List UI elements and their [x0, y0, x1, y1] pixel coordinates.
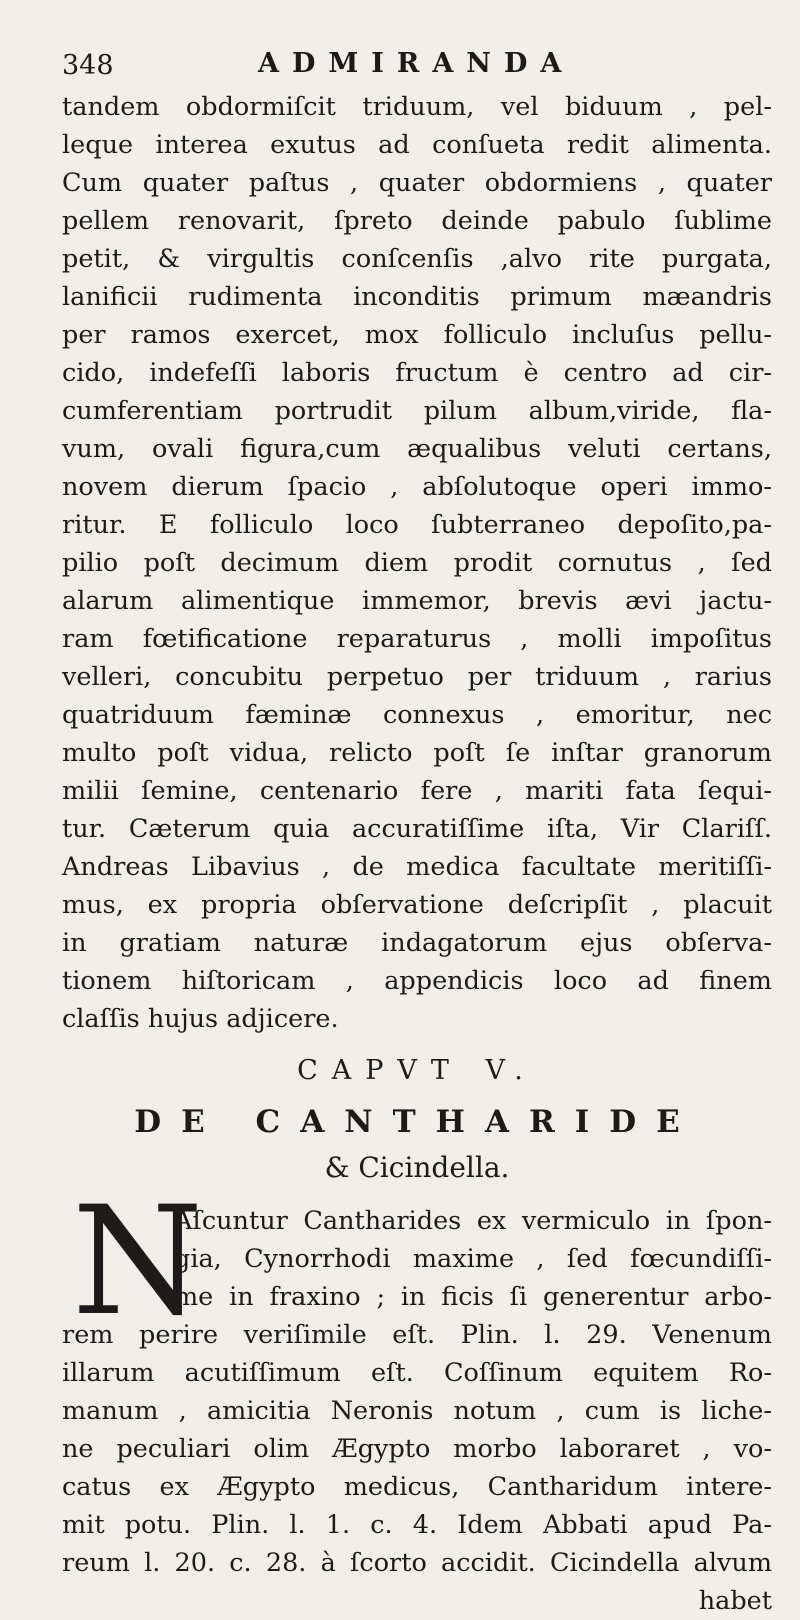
text-line: multo poſt vidua, relicto poſt ſe inſtar granorum: [62, 738, 772, 768]
running-head: ADMIRANDA: [258, 48, 575, 79]
text-line: ne peculiari olim Ægypto morbo laboraret , vo-: [62, 1434, 772, 1464]
page-header: [62, 46, 762, 90]
text-line: tur. Cæterum quia accuratiſſime iſta, Vir Clariſſ.: [62, 814, 772, 844]
text-line: illarum acutiſſimum eſt. Coſſinum equitem Ro-: [62, 1358, 772, 1388]
text-line: rem perire veriſimile eſt. Plin. l. 29. Venenum: [62, 1320, 772, 1350]
section-title: DE CANTHARIDE: [134, 1104, 700, 1140]
text-line: pellem renovarit, ſpreto deinde pabulo ſublime: [62, 206, 772, 236]
text-line: Cum quater paſtus , quater obdormiens , quater: [62, 168, 772, 198]
text-line: cumferentiam portrudit pilum album,viride, fla-: [62, 396, 772, 426]
text-line: tionem hiſtoricam , appendicis loco ad finem: [62, 966, 772, 996]
section-subtitle: & Cicindella.: [324, 1151, 510, 1184]
text-line: manum , amicitia Neronis notum , cum is liche-: [62, 1396, 772, 1426]
paragraph-cantharides: [62, 1175, 772, 1620]
drop-cap-initial: N: [72, 1175, 204, 1349]
text-line: novem dierum ſpacio , abſolutoque operi immo-: [62, 472, 772, 502]
text-line: milii ſemine, centenario fere , mariti fata ſequi-: [62, 776, 772, 806]
text-line: in gratiam naturæ indagatorum ejus obſerva-: [62, 928, 772, 958]
text-line: reum l. 20. c. 28. à ſcorto accidit. Cicindella alvum: [62, 1548, 772, 1578]
paragraph-continuation: [62, 88, 772, 1038]
text-line: tandem obdormiſcit triduum, vel biduum , pel-: [62, 92, 772, 122]
text-line: per ramos exercet, mox folliculo incluſus pellu-: [62, 320, 772, 350]
chapter-heading: CAPVT V.: [297, 1055, 537, 1086]
text-line: quatriduum fæminæ connexus , emoritur, nec: [62, 700, 772, 730]
page-number: 348: [62, 50, 114, 81]
text-line: Aſcuntur Cantharides ex vermiculo in ſpon-: [174, 1206, 772, 1236]
text-line: lanificii rudimenta inconditis primum mæandris: [62, 282, 772, 312]
text-line: leque interea exutus ad conſueta redit alimenta.: [62, 130, 772, 160]
text-line: pilio poſt decimum diem prodit cornutus , ſed: [62, 548, 772, 578]
text-line: cido, indefeſſi laboris fructum è centro ad cir-: [62, 358, 772, 388]
text-line: alarum alimentique immemor, brevis ævi jactu-: [62, 586, 772, 616]
text-line: vum, ovali figura,cum æqualibus veluti certans,: [62, 434, 772, 464]
text-line: ritur. E folliculo loco ſubterraneo depoſito,pa-: [62, 510, 772, 540]
text-line: ram fœtificatione reparaturus , molli impoſitus: [62, 624, 772, 654]
text-line: mus, ex propria obſervatione deſcripſit , placuit: [62, 890, 772, 920]
page-body: [62, 88, 772, 1620]
text-line: petit, & virgultis conſcenſis ,alvo rite purgata,: [62, 244, 772, 274]
text-line: velleri, concubitu perpetuo per triduum , rarius: [62, 662, 772, 692]
text-line: gia, Cynorrhodi maxime , ſed fœcundiſſi-: [174, 1244, 772, 1274]
body-lines: [62, 1316, 772, 1582]
text-line: Andreas Libavius , de medica facultate meritiſſi-: [62, 852, 772, 882]
text-line: mit potu. Plin. l. 1. c. 4. Idem Abbati apud Pa-: [62, 1510, 772, 1540]
text-line: me in fraxino ; in ficis ſi generentur arbo-: [174, 1282, 772, 1312]
catchword: habet: [698, 1586, 772, 1616]
text-line: claſſis hujus adjicere.: [62, 1004, 339, 1034]
text-line: catus ex Ægypto medicus, Cantharidum intere-: [62, 1472, 772, 1502]
